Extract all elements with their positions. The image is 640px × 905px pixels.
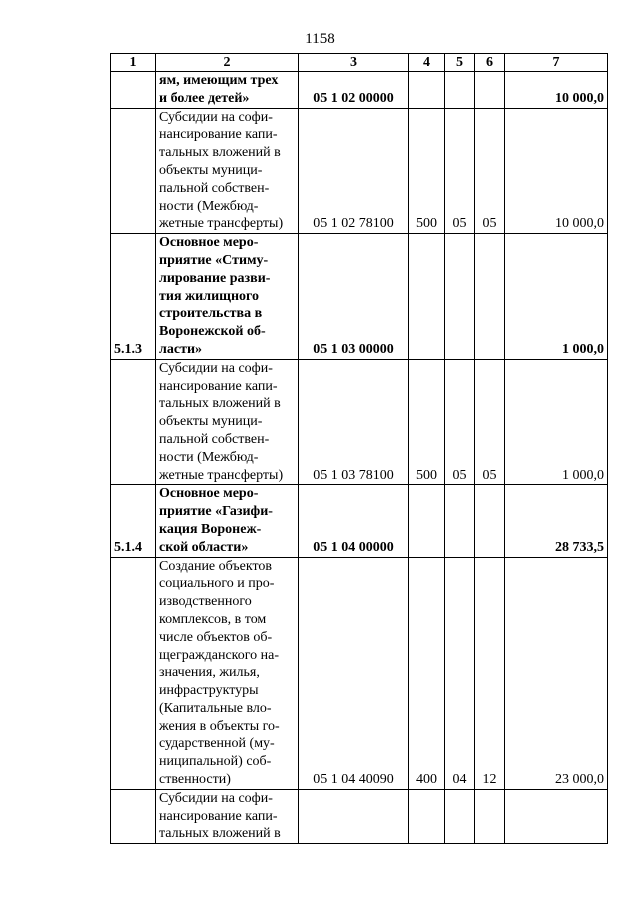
row-name-line: ности (Межбюд- — [159, 198, 259, 214]
row-name — [156, 359, 299, 485]
row-name-line: тия жилищного — [159, 288, 260, 304]
column-header-6: 6 — [475, 54, 505, 72]
row-name — [156, 108, 299, 234]
table-row — [111, 557, 608, 789]
row-code: 05 1 02 00000 — [299, 72, 409, 109]
row-name — [156, 234, 299, 360]
column-header-5: 5 — [445, 54, 475, 72]
column-header-3: 3 — [299, 54, 409, 72]
row-name-line: Субсидии на софи- — [159, 360, 273, 376]
row-name-line: Создание объектов — [159, 558, 273, 574]
table-row — [111, 789, 608, 843]
row-expense-type: 500 — [409, 359, 445, 485]
row-expense-type: 400 — [409, 557, 445, 789]
row-section — [445, 789, 475, 843]
row-name-line: числе объектов об- — [159, 629, 273, 645]
page-number: 1158 — [305, 31, 335, 47]
row-subsection — [475, 789, 505, 843]
row-name-line: щегражданского на- — [159, 647, 280, 663]
row-name-line: социального и про- — [159, 576, 275, 592]
row-name-line: Воронежской об- — [159, 324, 266, 340]
row-name-line: нансирование капи- — [159, 808, 278, 824]
row-name — [156, 485, 299, 557]
row-code: 05 1 03 00000 — [299, 234, 409, 360]
row-name — [156, 72, 299, 109]
row-name-line: ственности) — [159, 772, 231, 788]
column-header-1: 1 — [111, 54, 156, 72]
row-amount: 1 000,0 — [505, 359, 608, 485]
row-expense-type — [409, 234, 445, 360]
row-name-line: объекты муници- — [159, 162, 263, 178]
table-row — [111, 485, 608, 557]
row-name-line: тальных вложений в — [159, 145, 281, 161]
row-name-line: нансирование капи- — [159, 127, 278, 143]
row-name-line: пальной собствен- — [159, 180, 270, 196]
row-name-line: нансирование капи- — [159, 378, 278, 394]
row-expense-type: 500 — [409, 108, 445, 234]
table-row — [111, 359, 608, 485]
row-expense-type — [409, 485, 445, 557]
row-name-line: тальных вложений в — [159, 396, 281, 412]
row-code: 05 1 04 40090 — [299, 557, 409, 789]
row-name-line: и более детей» — [159, 90, 250, 106]
row-name-line: сударственной (му- — [159, 736, 275, 752]
row-name-line: жетные трансферты) — [159, 467, 284, 483]
row-subsection: 05 — [475, 108, 505, 234]
row-name-line: пальной собствен- — [159, 431, 270, 447]
row-name-line: приятие «Газифи- — [159, 504, 273, 520]
row-number — [111, 557, 156, 789]
row-name-line: жетные трансферты) — [159, 216, 284, 232]
row-subsection — [475, 72, 505, 109]
column-header-4: 4 — [409, 54, 445, 72]
table-row — [111, 234, 608, 360]
row-amount: 23 000,0 — [505, 557, 608, 789]
row-name — [156, 557, 299, 789]
row-code: 05 1 03 78100 — [299, 359, 409, 485]
row-name-line: Субсидии на софи- — [159, 790, 273, 806]
row-name-line: объекты муници- — [159, 414, 263, 430]
table-row — [111, 72, 608, 109]
row-amount: 1 000,0 — [505, 234, 608, 360]
budget-table — [110, 53, 608, 844]
row-code: 05 1 02 78100 — [299, 108, 409, 234]
row-name-line: жения в объекты го- — [159, 718, 280, 734]
column-header-7: 7 — [505, 54, 608, 72]
row-section: 05 — [445, 108, 475, 234]
row-section: 05 — [445, 359, 475, 485]
row-subsection — [475, 485, 505, 557]
row-name-line: ям, имеющим трех — [159, 73, 279, 88]
column-header-2: 2 — [156, 54, 299, 72]
row-name-line: ниципальной) соб- — [159, 754, 272, 770]
row-name — [156, 789, 299, 843]
row-name-line: ской области» — [159, 539, 249, 555]
row-number: 5.1.3 — [111, 234, 156, 360]
row-amount: 10 000,0 — [505, 72, 608, 109]
row-name-line: (Капитальные вло- — [159, 700, 272, 716]
row-number — [111, 108, 156, 234]
row-name-line: тальных вложений в — [159, 826, 281, 842]
row-name-line: инфраструктуры — [159, 683, 259, 699]
row-name-line: строительства в — [159, 306, 263, 322]
row-section — [445, 234, 475, 360]
row-name-line: Субсидии на софи- — [159, 109, 273, 125]
row-expense-type — [409, 789, 445, 843]
row-section — [445, 72, 475, 109]
row-name-line: кация Воронеж- — [159, 521, 262, 537]
row-amount: 28 733,5 — [505, 485, 608, 557]
row-subsection: 05 — [475, 359, 505, 485]
row-number — [111, 359, 156, 485]
row-name-line: Основное меро- — [159, 235, 259, 251]
row-name-line: комплексов, в том — [159, 611, 267, 627]
row-amount — [505, 789, 608, 843]
row-number — [111, 789, 156, 843]
row-expense-type — [409, 72, 445, 109]
row-name-line: ласти» — [159, 341, 203, 357]
row-number: 5.1.4 — [111, 485, 156, 557]
row-section — [445, 485, 475, 557]
row-name-line: лирование разви- — [159, 270, 271, 286]
row-amount: 10 000,0 — [505, 108, 608, 234]
row-section: 04 — [445, 557, 475, 789]
row-subsection — [475, 234, 505, 360]
row-name-line: ности (Межбюд- — [159, 449, 259, 465]
row-name-line: Основное меро- — [159, 486, 259, 502]
row-name-line: изводственного — [159, 594, 252, 610]
row-number — [111, 72, 156, 109]
table-row — [111, 108, 608, 234]
row-code — [299, 789, 409, 843]
row-name-line: приятие «Стиму- — [159, 252, 269, 268]
row-subsection: 12 — [475, 557, 505, 789]
table-body — [111, 72, 608, 844]
header-row — [111, 54, 608, 72]
row-name-line: значения, жилья, — [159, 665, 260, 681]
row-code: 05 1 04 00000 — [299, 485, 409, 557]
